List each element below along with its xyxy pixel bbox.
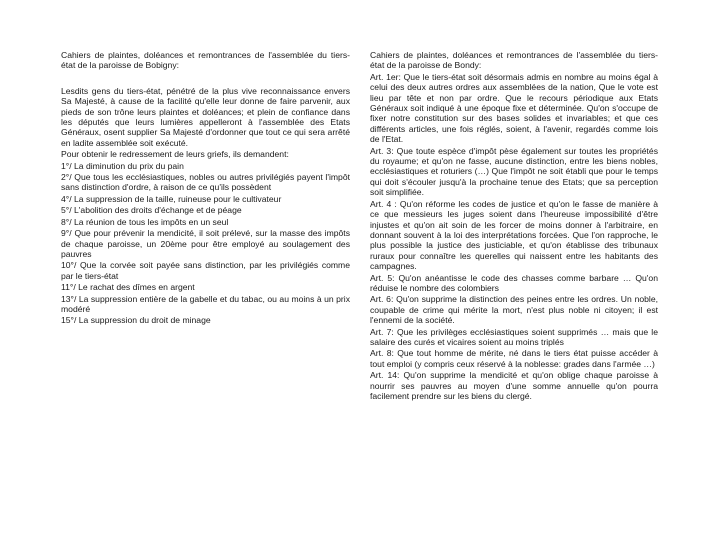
- bobigny-paragraph: 2°/ Que tous les ecclésiastiques, nobles ou autres privilégiés payent l'impôt sans distinction d'ordre, à raison de ce qu'ils possèdent: [61, 172, 350, 193]
- bobigny-column: [61, 50, 350, 327]
- bondy-article: Art. 7: Que les privilèges ecclésiastiques soient supprimés … mais que le salaire des curés et vicaires soient au moins triplés: [370, 326, 658, 347]
- bobigny-paragraph: 13°/ La suppression entière de la gabelle et du tabac, ou au moins à un prix modéré: [61, 293, 350, 314]
- bondy-article: Art. 8: Que tout homme de mérite, né dans le tiers état puisse accéder à tout emploi (y compris ceux réservé à la noblesse: grades dans l'armée …): [370, 348, 658, 369]
- bobigny-paragraph: 8°/ La réunion de tous les impôts en un seul: [61, 216, 229, 227]
- bondy-article: Art. 3: Que toute espèce d'impôt pèse également sur toutes les propriétés du royaume; et qu'on ne fasse, aucune distinction, entre les biens nobles, ecclésiastiques et roturiers (…) Que l'impôt ne soit établi que pour le temps qui doit s'écouler jusqu'à la prochaine tenue des Etats; que sa perception soit simplifiée.: [370, 145, 658, 198]
- bobigny-paragraph: 9°/ Que pour prévenir la mendicité, il soit prélevé, sur la masse des impôts de chaque paroisse, un 20ème pour être employé au soulagement des pauvres: [61, 228, 350, 259]
- bobigny-paragraph: 1°/ La diminution du prix du pain: [61, 160, 184, 171]
- bobigny-paragraph: 15°/ La suppression du droit de minage: [61, 315, 211, 326]
- bobigny-paragraph: 5°/ L'abolition des droits d'échange et de péage: [61, 205, 242, 216]
- bobigny-title: Cahiers de plaintes, doléances et remontrances de l'assemblée du tiers-état de la paroisse de Bobigny:: [61, 50, 350, 71]
- bobigny-paragraph: 4°/ La suppression de la taille, ruineuse pour le cultivateur: [61, 193, 282, 204]
- bobigny-paragraph: Pour obtenir le redressement de leurs griefs, ils demandent:: [61, 149, 289, 160]
- bondy-article: Art. 1er: Que le tiers-état soit désormais admis en nombre au moins égal à celui des deux autres ordres aux assemblées de la nation, Que le vote est lieu par tête et non par ordre. Que le recours périodique aux Etats Généraux soit indiqué à une époque fixe et déterminée. Qu'on s'occupe de fixer notre constitution sur des bases solides et invariables; et que ces différents articles, une fois réglés, soient, à l'avenir, regardés comme lois de l'Etat.: [370, 71, 658, 145]
- bondy-title: Cahiers de plaintes, doléances et remontrances de l'assemblée du tiers-état de la paroisse de Bondy:: [370, 50, 658, 71]
- bondy-article: Art. 6: Qu'on supprime la distinction des peines entre les ordres. Un noble, coupable de crime qui mérite la mort, n'est plus noble ni citoyen; il est l'ennemi de la société.: [370, 294, 658, 326]
- bobigny-paragraph: Lesdits gens du tiers-état, pénétré de la plus vive reconnaissance envers Sa Majesté, à cause de la facilité qu'elle leur donne de faire parvenir, aux pieds de son trône leurs plaintes et doléances; et plein de confiance dans les députés que leurs lumières appelleront à l'assemblée des Etats Généraux, osent supplier Sa Majesté d'ordonner que tout ce qui sera arrêté en ladite assemblée soit exécuté.: [61, 85, 350, 148]
- bondy-article: Art. 4 : Qu'on réforme les codes de justice et qu'on le fasse de manière à ce que messieurs les juges soient dans l'heureuse impossibilité d'être injustes et qu'on ait soin de les forcer de moins donner à l'arbitraire, en donnant souvent à la loi des interprétations forcées. Que l'on rapproche, le plus possible la justice des justiciable, et qu'on établisse des tribunaux ruraux pour connaître les querelles qui naissent entre les habitants des campagnes.: [370, 198, 658, 272]
- bobigny-paragraph: 10°/ Que la corvée soit payée sans distinction, par les privilégiés comme par le tiers-état: [61, 260, 350, 281]
- bondy-column: [370, 50, 658, 402]
- bondy-article: Art. 14: Qu'on supprime la mendicité et qu'on oblige chaque paroisse à nourrir ses pauvres au moyen d'une somme annuelle qu'on pourra facilement prendre sur les biens du clergé.: [370, 370, 658, 401]
- bondy-article: Art. 5: Qu'on anéantisse le code des chasses comme barbare … Qu'on réduise le nombre des colombiers: [370, 272, 658, 293]
- bobigny-paragraph: 11°/ Le rachat des dîmes en argent: [61, 282, 195, 293]
